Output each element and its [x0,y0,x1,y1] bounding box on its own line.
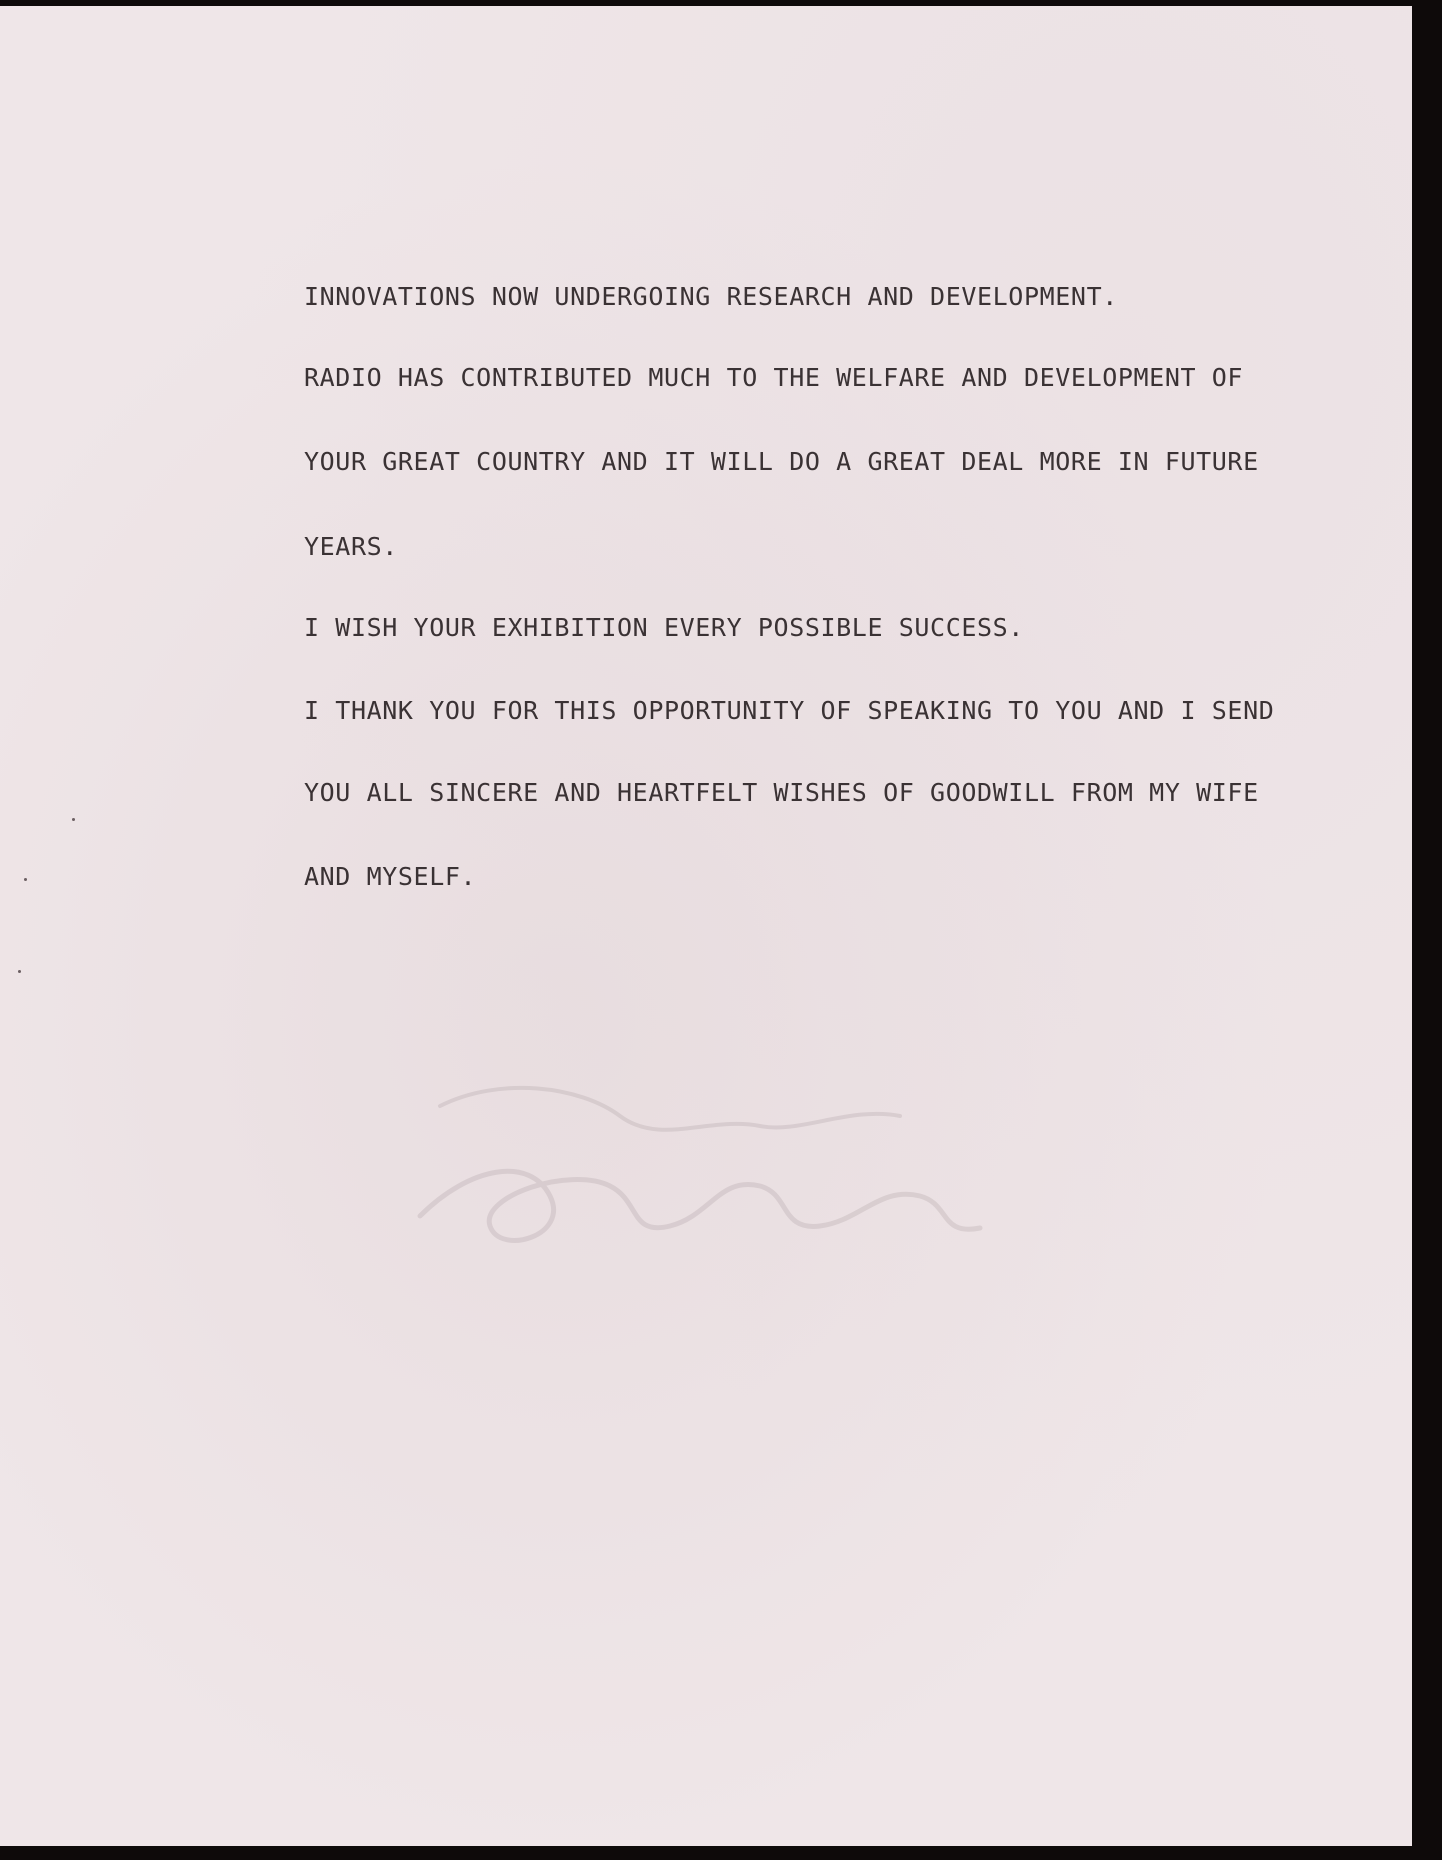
paper-speck [72,818,75,821]
text-line: RADIO HAS CONTRIBUTED MUCH TO THE WELFARE AND DEVELOPMENT OF [304,363,1244,392]
text-line: INNOVATIONS NOW UNDERGOING RESEARCH AND DEVELOPMENT. [304,282,1118,311]
bleed-through-signature [380,1046,1080,1306]
document-page [0,6,1412,1846]
text-line: YOU ALL SINCERE AND HEARTFELT WISHES OF GOODWILL FROM MY WIFE [304,778,1259,807]
paper-speck [24,878,27,881]
text-line: AND MYSELF. [304,862,477,891]
text-line: I WISH YOUR EXHIBITION EVERY POSSIBLE SUCCESS. [304,613,1024,642]
typed-text-body [0,6,1412,1006]
text-line: I THANK YOU FOR THIS OPPORTUNITY OF SPEAKING TO YOU AND I SEND [304,696,1275,725]
text-line: YOUR GREAT COUNTRY AND IT WILL DO A GREAT DEAL MORE IN FUTURE [304,447,1259,476]
text-line: YEARS. [304,532,398,561]
paper-speck [18,970,21,973]
